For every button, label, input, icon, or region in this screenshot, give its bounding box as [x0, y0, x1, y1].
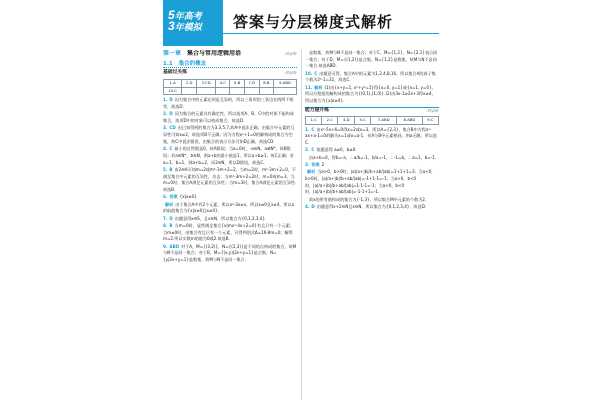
- answer-cell: 1.C: [306, 116, 322, 124]
- solution-entry: 解析 由于集合A中有2个元素，所以x²-3x≠x，所以x≠0且x≠4，所以x的取值集合为{x|x≠0且x≠4}.: [163, 201, 295, 214]
- basic-answer-table: [163, 79, 297, 95]
- header-rule: [223, 33, 439, 34]
- solution-entry: 4. D 由题意得x+2∈N且x∈N，所以集合为{0,1,2,3,4}，故选D.: [305, 203, 427, 209]
- answer-cell: 7.ABD: [371, 116, 397, 124]
- answer-row: [164, 87, 297, 95]
- answer-cell: 9.ABD: [274, 80, 297, 88]
- solution-entry: 9. ABD 对于A，M={(3,2)}，N={(2,3)}是不同的点构成的集合，故M与N不是同一集合；对于B，M={(x,y)|2x+y=1}是点集，N={y|2x+y=1}是数集，故M与N不是同一集合.: [163, 243, 297, 262]
- answer-cell: 9.C: [422, 116, 438, 124]
- solution-entry: 5. B 由2∈A可知m=2或m²-3m+2=2，当m=2时，m²-3m+2=0，不满足集合中元素的互异性，舍去；当m²-3m+2=2时，m=0或m=3，当m=0时，集合A满足元素的互异性；当m=3时，集合A满足元素的互异性.故选B.: [163, 166, 297, 192]
- advanced-block-heading: [305, 107, 439, 114]
- answer-cell: [259, 87, 273, 95]
- section-number: 1.1: [163, 61, 173, 67]
- answer-cell: 8.ABD: [397, 116, 423, 124]
- answer-cell: 1.A: [164, 80, 182, 88]
- answer-cell: 5.C: [355, 116, 371, 124]
- page-title: 答案与分层梯度式解析: [233, 13, 394, 31]
- logo-line-2: 3年模拟: [168, 19, 202, 33]
- solution-entry: 4. C 最小的自然数是0，故A错误；当a=0时，-a∈N，a∉N*，故B错误；若a∈N*，b∈N，则a+b的最小值是1，所以a+b≥1，故C正确；若a=1，b=1，则a+b=2，而2∈N，所以D错误，故选C.: [163, 146, 294, 165]
- solution-entry: 7. D 由题意得x∈S，且x∈N，所以集合为{0,1,2,3,4}.: [163, 215, 267, 221]
- right-column: [305, 50, 439, 400]
- series-logo: [163, 0, 223, 46]
- block-title: 能力提升练: [305, 107, 329, 113]
- answer-cell: 8.B: [259, 80, 273, 88]
- left-column: [163, 50, 297, 400]
- block-tag: ·对点练·: [425, 108, 439, 113]
- answer-cell: 2.C: [322, 116, 338, 124]
- advanced-answer-table: [305, 116, 439, 125]
- answer-cell: 3.CD: [197, 80, 216, 88]
- logo-line-1: 5年高考: [168, 8, 202, 22]
- answer-cell: [274, 87, 297, 95]
- chapter-title: 集合与常用逻辑用语: [187, 50, 242, 58]
- answer-cell: [197, 87, 216, 95]
- answer-page: [163, 0, 439, 400]
- answer-cell: [216, 87, 230, 95]
- answer-cell: 7.D: [244, 80, 259, 88]
- answer-row: [306, 116, 439, 124]
- solution-entry: 3. 答案 2: [305, 161, 325, 167]
- chapter-label: 第一章: [163, 50, 182, 58]
- solution-entry: 1. D 因为集合中的元素必须是互异的，所以三角形的三条边长两两不相等，故选D.: [163, 97, 294, 110]
- solution-entry: 是数集，故M与N不是同一集合；对于C，M={1,2}，N={2,1}表示同一集合；对于D，M={(1,2)}是点集，N={1,2}是数集，故M与N不是同一集合.故选ABD.: [305, 50, 438, 69]
- solution-entry: 1. C 由x²-5x+6=0得x=2或x=3，所以A={2,3}，集合B中方程x²-ax+a-1=0的解为x=1或x=a-1，若A与B中元素相同，则a无解，所以选C.: [305, 126, 437, 145]
- chapter-heading: [163, 50, 297, 59]
- solution-entry: 故x的所有值构成的集合为{-1,3}，所以集合M中元素的个数为2.: [309, 196, 427, 202]
- page-header: [163, 0, 439, 46]
- solution-entry: 8. B 当m=0时，显然满足集合{x|mx²-4x+2=0}有且只有一个元素；当m≠0时，由集合有且只有一个元素，可得判别式Δ=16-8m=0，解得m=2.所以实数m的值为0或2.故选B.: [163, 222, 294, 242]
- block-title: 基础过关练: [163, 70, 187, 76]
- answer-cell: [244, 87, 259, 95]
- answer-cell: [230, 87, 244, 95]
- solution-entry: 由a+b=0，得b=-a，∴ a/b=-1，b/a=-1，∴ -1=b，∴ a=1，b=-1.: [309, 154, 437, 160]
- solution-entry: 2. D 因为集合的元素具有确定性，所以选项A、B、C中的对象不能构成集合，选项D中的对象可以构成集合，故选D.: [163, 111, 294, 124]
- answer-cell: 2.D: [182, 80, 197, 88]
- answer-cell: 4.C: [216, 80, 230, 88]
- solution-entry: 10. C 由题意可得，集合A中的元素为1,2,4,8,16，所以集合A的真子集个数为2⁵-1=31，故选C.: [305, 70, 436, 83]
- answer-row: [164, 80, 297, 88]
- solution-entry: 解析 当a>0，b>0时，|a|/a+|b|/b+ab/|ab|=1+1+1=3；当a<0，b>0时，|a|/a+|b|/b+ab/|ab|=-1+1-1=-1；当a>0，b<0时，|a|/a+|b|/b+ab/|ab|=1-1-1=-1；当a<0，b<0时，|a|/a+|b|/b+ab/|ab|=-1-1+1=-1.: [305, 169, 436, 195]
- answer-cell: 10.C: [164, 87, 182, 95]
- block-tag: ·对点练·: [283, 71, 297, 76]
- solution-entry: 6. 答案 {x|x≠0}: [163, 194, 198, 200]
- column-divider: [301, 50, 302, 400]
- section-title: 集合的概念: [178, 61, 207, 67]
- basic-block-heading: [163, 70, 297, 77]
- answer-cell: 5.B: [230, 80, 244, 88]
- solution-entry: 2. C 依题意得 a≠0，b≠0.: [305, 147, 357, 153]
- solution-entry: 11. 解析 (1)由{x+y=1, x²+y²=1}得{x=0, y=1}或{x=1, y=0}，所以方程组的解构成的集合为{(0,1),(1,0)}.(2)由3x-1≥2x+3得x≥4，所以集合为{x|x≥4}.: [305, 84, 436, 104]
- answer-cell: 4.D: [338, 116, 355, 124]
- chapter-tag: ·对点练·: [283, 52, 297, 57]
- answer-cell: [182, 87, 197, 95]
- section-heading: [163, 60, 297, 68]
- solution-entry: 3. CD 由已知得到的集合为3,3,5,7,故A中说法正确；由集合中元素的互异性可知x≠2，故选项B不正确；因为方程x²+1=0的解构成的集合为空集，故C中说法错误，由集合的表示方法可知D正确，故选CD.: [163, 125, 295, 144]
